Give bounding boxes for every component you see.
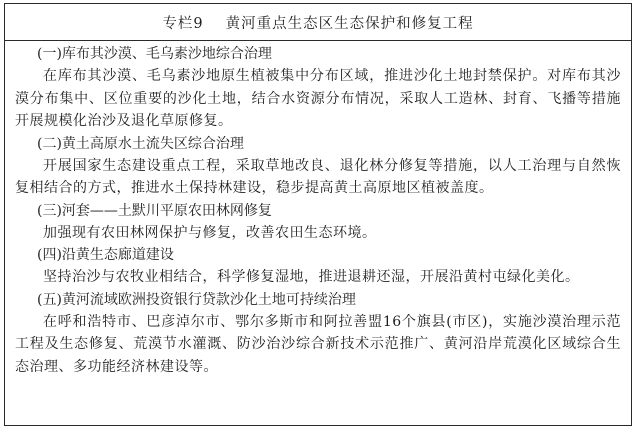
column-title: 黄河重点生态区生态保护和修复工程 — [225, 15, 474, 32]
section — [15, 43, 621, 133]
section-body: 开展国家生态建设重点工程，采取草地改良、退化林分修复等措施，以人工治理与自然恢复相结合的方式，推进水土保持林建设，稳步提高黄土高原地区植被盖度。 — [15, 157, 621, 196]
section-heading: (二)黄土高原水土流失区综合治理 — [37, 135, 244, 152]
section — [15, 133, 621, 200]
section-body: 加强现有农田林网保护与修复，改善农田生态环境。 — [43, 224, 377, 241]
section-heading: (五)黄河流域欧洲投资银行贷款沙化土地可持续治理 — [37, 291, 356, 308]
section-body: 在库布其沙漠、毛乌素沙地原生植被集中分布区域，推进沙化土地封禁保护。对库布其沙漠分布集中、区位重要的沙化土地，结合水资源分布情况，采取人工造林、封育、飞播等措施开展规模化治沙及退化草原修复。 — [15, 68, 621, 129]
section-body: 在呼和浩特市、巴彦淖尔市、鄂尔多斯市和阿拉善盟16个旗县(市区)，实施沙漠治理示范工程及生态修复、荒漠节水灌溉、防沙治沙综合新技术示范推广、黄河沿岸荒漠化区域综合生态治理、多功能经济林建设等。 — [15, 313, 621, 375]
section — [15, 244, 621, 289]
column-number: 专栏9 — [162, 15, 204, 32]
column-content — [5, 41, 631, 378]
section — [15, 289, 621, 379]
section-heading: (三)河套——土默川平原农田林网修复 — [37, 202, 272, 219]
section-heading: (一)库布其沙漠、毛乌素沙地综合治理 — [37, 46, 272, 62]
project-column-box — [4, 3, 632, 426]
column-header — [5, 4, 631, 41]
section-body: 坚持治沙与农牧业相结合，科学修复湿地，推进退耕还湿，开展沿黄村屯绿化美化。 — [43, 269, 580, 285]
section-heading: (四)沿黄生态廊道建设 — [37, 247, 174, 263]
section — [15, 200, 621, 245]
